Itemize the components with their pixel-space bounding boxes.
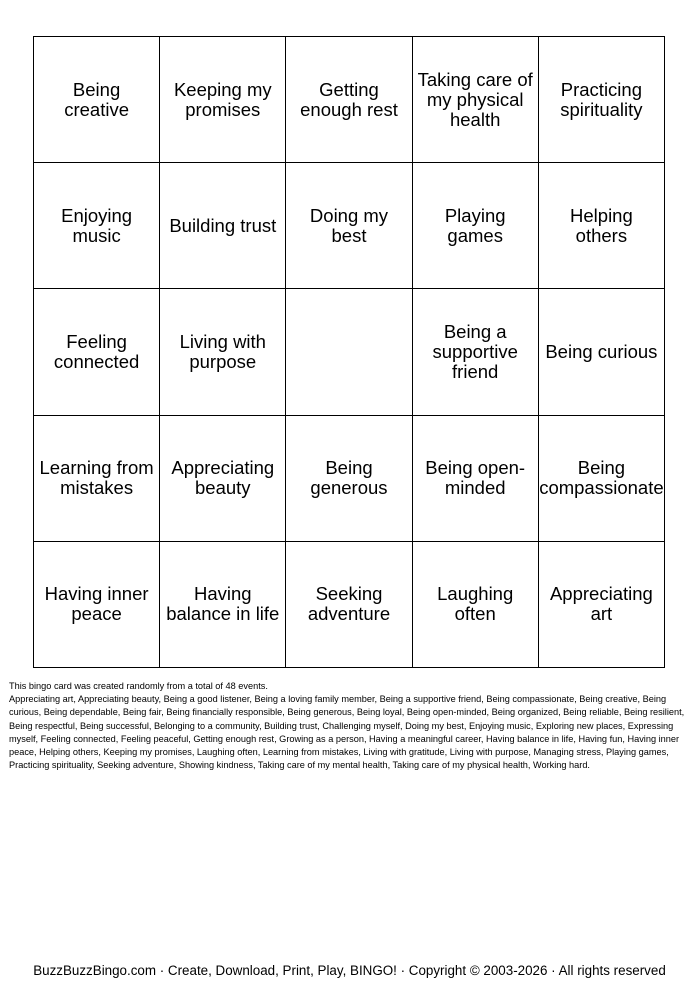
bingo-cell xyxy=(34,163,160,289)
bingo-cell xyxy=(413,416,539,542)
bingo-cell xyxy=(539,163,665,289)
bingo-cell xyxy=(286,37,412,163)
bingo-card-grid xyxy=(33,36,665,668)
bingo-cell-text: Laughing often xyxy=(437,583,514,625)
bingo-cell xyxy=(160,542,286,668)
notes-event-list: Appreciating art, Appreciating beauty, Being a good listener, Being a loving family member, Being a supportive friend, Being compassionate, Being creative, Being curious, Being dependable, Being fair, Being financially responsible, Being generous, Being loyal, Being open-minded, Being organized, Being reliable, Being resilient, Being respectful, Being successful, Belonging to a community, Building trust, Challenging myself, Doing my best, Enjoying music, Exploring new places, Expressing myself, Feeling connected, Feeling peaceful, Getting enough rest, Growing as a person, Having a meaningful career, Having balance in life, Having fun, Having inner peace, Helping others, Keeping my promises, Laughing often, Learning from mistakes, Living with gratitude, Living with purpose, Managing stress, Playing games, Practicing spirituality, Seeking adventure, Showing kindness, Taking care of my mental health, Taking care of my physical health, Working hard. xyxy=(9,694,685,771)
bingo-cell-text: Having inner peace xyxy=(44,583,149,625)
bingo-cell-text: Taking care of my physical health xyxy=(417,68,533,130)
bingo-cell-text: Learning from mistakes xyxy=(39,457,154,499)
bingo-cell xyxy=(160,163,286,289)
bingo-cell-text: Getting enough rest xyxy=(300,78,398,120)
bingo-cell-text: Seeking adventure xyxy=(307,583,391,625)
bingo-cell xyxy=(413,37,539,163)
bingo-cell-text: Keeping my promises xyxy=(173,78,272,120)
bingo-cell-text: Having balance in life xyxy=(166,583,280,625)
bingo-cell-text: Being compassionate xyxy=(539,457,664,499)
bingo-cell-text: Appreciating art xyxy=(549,583,653,625)
bingo-cell xyxy=(286,542,412,668)
bingo-cell xyxy=(413,163,539,289)
bingo-cell xyxy=(34,416,160,542)
bingo-cell-text: Playing games xyxy=(444,204,506,246)
bingo-cell-text: Doing my best xyxy=(309,204,389,246)
bingo-cell-text: Being open-minded xyxy=(425,457,526,499)
bingo-cell xyxy=(160,37,286,163)
bingo-cell-text: Building trust xyxy=(169,214,277,236)
free-space-cell xyxy=(286,289,412,415)
bingo-cell-text: Being a supportive friend xyxy=(432,320,518,382)
bingo-cell xyxy=(34,37,160,163)
bingo-cell xyxy=(160,289,286,415)
bingo-cell-text: Being creative xyxy=(64,78,129,120)
bingo-cell-text: Practicing spirituality xyxy=(560,78,643,120)
bingo-cell xyxy=(413,289,539,415)
bingo-cell-text: Feeling connected xyxy=(53,330,140,372)
bingo-cell xyxy=(539,289,665,415)
bingo-cell xyxy=(34,542,160,668)
bingo-cell xyxy=(286,163,412,289)
bingo-cell xyxy=(539,542,665,668)
bingo-cell-text: Enjoying music xyxy=(61,204,133,246)
page-footer: BuzzBuzzBingo.com · Create, Download, Print, Play, BINGO! · Copyright © 2003-2026 · All rights reserved xyxy=(33,963,666,978)
bingo-cell xyxy=(34,289,160,415)
bingo-cell-text: Living with purpose xyxy=(179,330,266,372)
bingo-cell xyxy=(539,37,665,163)
bingo-cell-text: Being generous xyxy=(310,457,388,499)
bingo-cell xyxy=(413,542,539,668)
card-notes xyxy=(9,680,691,772)
bingo-cell-text: Helping others xyxy=(570,204,633,246)
bingo-cell xyxy=(286,416,412,542)
bingo-cell-text: Being curious xyxy=(545,340,658,362)
bingo-cell xyxy=(160,416,286,542)
bingo-cell xyxy=(539,416,665,542)
notes-summary: This bingo card was created randomly from a total of 48 events. xyxy=(9,681,268,691)
bingo-cell-text: Appreciating beauty xyxy=(171,457,275,499)
